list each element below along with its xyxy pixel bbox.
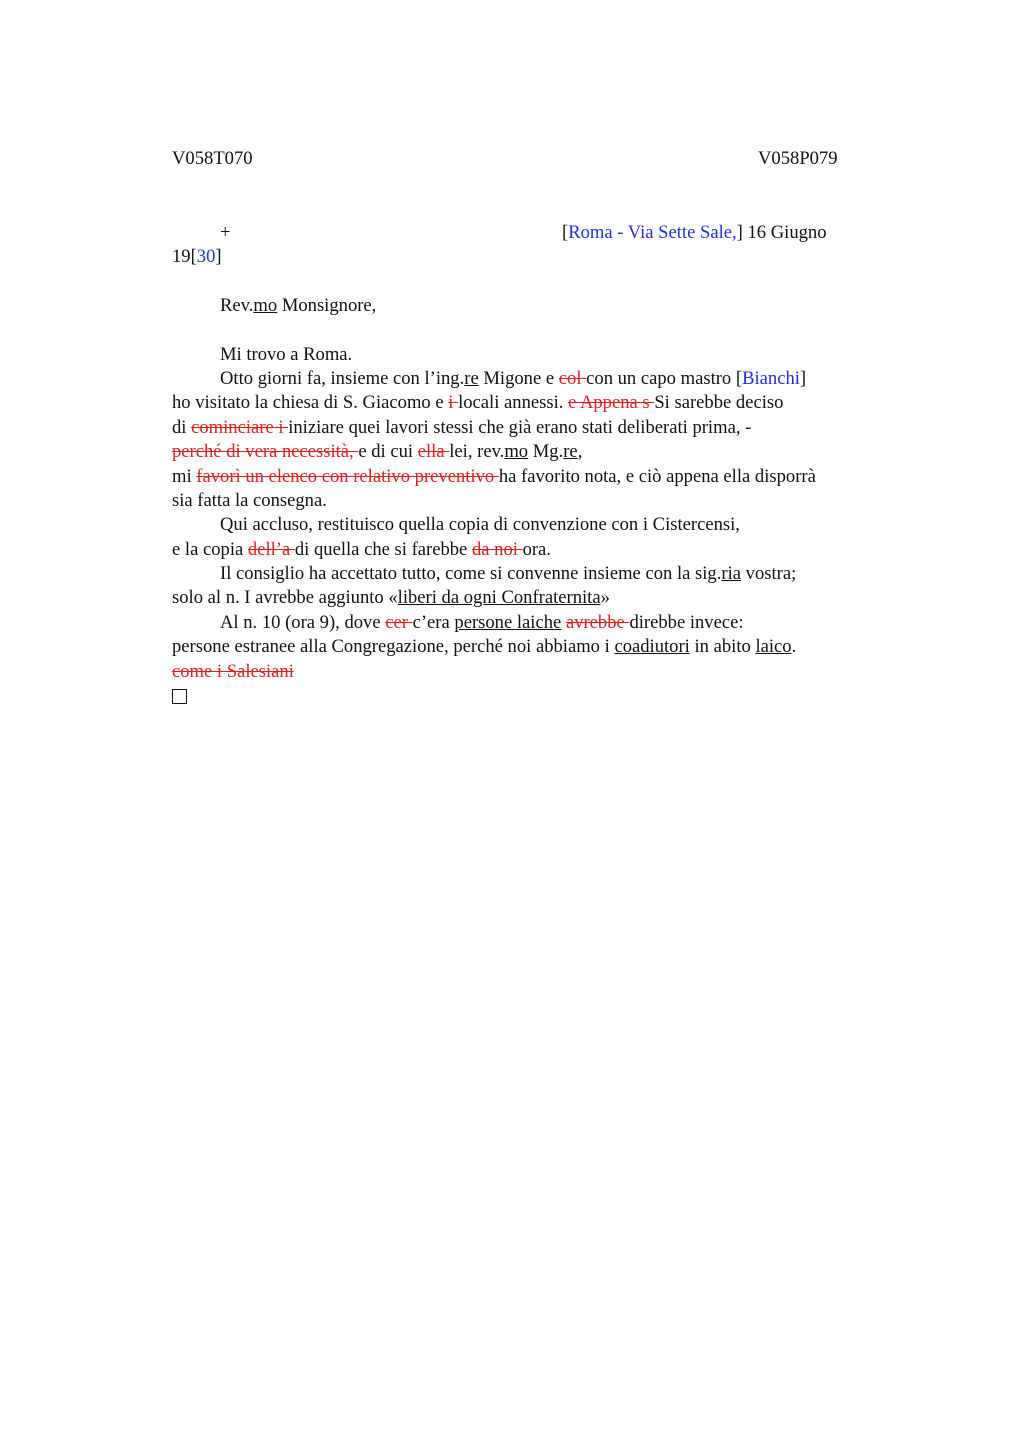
place-bracket-open: [ bbox=[562, 222, 569, 243]
editorial-name: Bianchi bbox=[742, 367, 800, 389]
text: iniziare quei lavori stessi che già erano stati deliberati prima, - bbox=[288, 416, 752, 438]
deleted-text: avrebbe bbox=[565, 611, 630, 633]
text: direbbe invece: bbox=[629, 611, 744, 633]
text: e di cui bbox=[358, 441, 418, 463]
text: sia fatta la consegna. bbox=[172, 489, 327, 511]
text: Qui accluso, restituisco quella copia di convenzione con i Cistercensi, bbox=[220, 514, 740, 536]
deleted-text: come i Salesiani bbox=[172, 660, 294, 682]
year-bracket-close: ] bbox=[215, 246, 222, 267]
text: ha favorito nota, e ciò appena ella disporrà bbox=[498, 465, 816, 487]
deleted-text: i bbox=[448, 392, 459, 414]
text: di quella che si farebbe bbox=[294, 538, 472, 560]
body-line-12 bbox=[172, 611, 892, 635]
deleted-text: dell’a bbox=[247, 538, 295, 560]
text: di bbox=[172, 416, 192, 438]
underlined-text: coadiutori bbox=[614, 636, 690, 658]
abbrev: mo bbox=[504, 441, 529, 463]
body-line-9 bbox=[172, 538, 892, 562]
deleted-text: cer bbox=[385, 611, 413, 633]
text: Il consiglio ha accettato tutto, come si convenne insieme con la sig. bbox=[220, 563, 722, 585]
text: Mi trovo a Roma. bbox=[220, 343, 353, 365]
text: persone estranee alla Congregazione, perché noi abbiamo i bbox=[172, 636, 615, 658]
text: locali annessi. bbox=[458, 392, 569, 414]
text: e la copia bbox=[172, 538, 248, 560]
text: solo al n. I avrebbe aggiunto « bbox=[172, 587, 398, 609]
year-editorial: 30 bbox=[196, 246, 216, 267]
deleted-text: cominciare i bbox=[191, 416, 289, 438]
body-line-6 bbox=[172, 465, 892, 489]
body-line-10 bbox=[172, 562, 892, 586]
text: vostra; bbox=[741, 563, 797, 585]
body-line-13 bbox=[172, 635, 892, 659]
text: . bbox=[791, 636, 797, 658]
place-bracket-close: ] bbox=[736, 222, 743, 243]
text: Al n. 10 (ora 9), dove bbox=[220, 611, 386, 633]
text: c’era bbox=[412, 611, 455, 633]
deleted-text: da noi bbox=[471, 538, 523, 560]
body-line-11 bbox=[172, 586, 892, 610]
salutation-prefix: Rev. bbox=[220, 294, 254, 316]
letter-date: 16 Giugno bbox=[742, 222, 827, 243]
body-line-14 bbox=[172, 660, 892, 684]
text: lei, rev. bbox=[449, 441, 505, 463]
body-line-8 bbox=[172, 513, 892, 537]
text: in abito bbox=[689, 636, 756, 658]
letter-page bbox=[172, 147, 892, 708]
year-prefix: 19[ bbox=[172, 246, 197, 267]
text: Migone e bbox=[478, 367, 559, 389]
text: ] bbox=[799, 367, 807, 389]
abbrev: ria bbox=[721, 563, 741, 585]
deleted-text: favorì un elenco con relativo preventivo bbox=[196, 465, 499, 487]
place-editorial: Roma - Via Sette Sale, bbox=[568, 222, 737, 243]
document-codes bbox=[172, 147, 892, 171]
cross-symbol: + bbox=[220, 222, 231, 243]
text: Mg. bbox=[528, 441, 564, 463]
place-and-date bbox=[562, 221, 827, 245]
text: ora. bbox=[522, 538, 551, 560]
underlined-text: liberi da ogni Confraternita bbox=[397, 587, 601, 609]
letter-header bbox=[172, 221, 892, 245]
square-icon bbox=[172, 689, 187, 704]
body-line-2 bbox=[172, 367, 892, 391]
text: mi bbox=[172, 465, 197, 487]
salutation bbox=[172, 294, 892, 318]
deleted-text: perché di vera necessità, bbox=[172, 441, 359, 463]
deleted-text: e Appena s bbox=[568, 392, 655, 414]
body-line-7 bbox=[172, 489, 892, 513]
text: Otto giorni fa, insieme con l’ing. bbox=[220, 367, 465, 389]
text: ho visitato la chiesa di S. Giacomo e bbox=[172, 392, 449, 414]
text: con un capo mastro [ bbox=[586, 367, 743, 389]
letter-year bbox=[172, 245, 892, 269]
end-marker bbox=[172, 684, 892, 708]
abbrev: re bbox=[464, 367, 479, 389]
salutation-rest: Monsignore, bbox=[277, 294, 377, 316]
salutation-abbrev: mo bbox=[253, 294, 278, 316]
body-line-3 bbox=[172, 391, 892, 415]
underlined-text: persone laiche bbox=[454, 611, 562, 633]
body-line-4 bbox=[172, 416, 892, 440]
deleted-text: col bbox=[558, 367, 587, 389]
document-code-left: V058T070 bbox=[172, 148, 253, 169]
text: , bbox=[577, 441, 583, 463]
body-line-5 bbox=[172, 440, 892, 464]
body-line-1 bbox=[172, 343, 892, 367]
text: Si sarebbe deciso bbox=[654, 392, 784, 414]
text: » bbox=[600, 587, 610, 609]
abbrev: re bbox=[563, 441, 578, 463]
deleted-text: ella bbox=[417, 441, 450, 463]
underlined-text: laico bbox=[755, 636, 792, 658]
document-code-right: V058P079 bbox=[758, 148, 838, 169]
